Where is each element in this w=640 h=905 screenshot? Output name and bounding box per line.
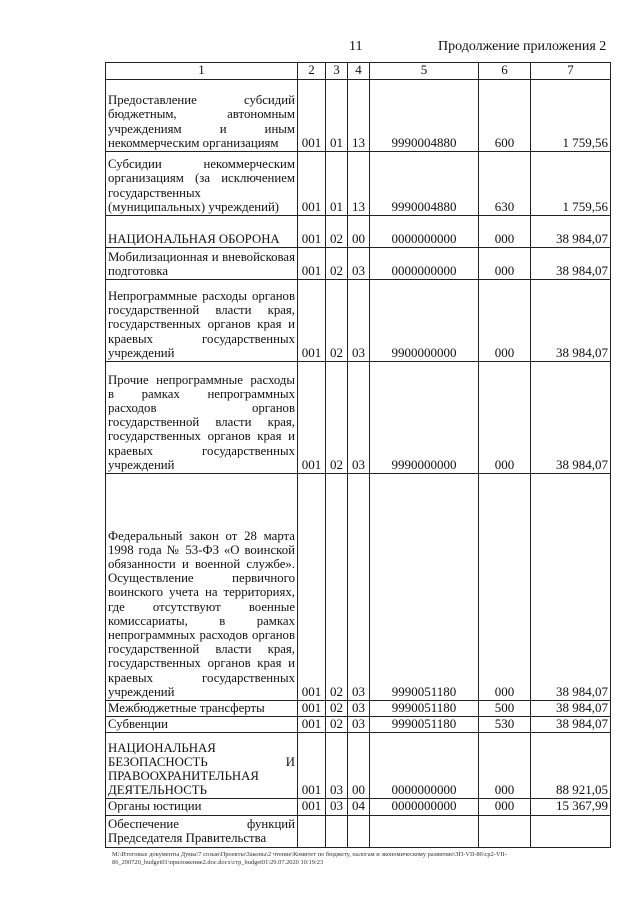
cell-amount: 38 984,07	[531, 362, 611, 474]
cell-expense-type: 530	[479, 717, 531, 733]
cell-target-article: 9990004880	[370, 152, 479, 216]
document-file-path: М:\Итоговые документы Думы\7 созыв\Проекты\Законы\2 чтение\Комитет по бюджету, налогам и экономическому развитию\ЗП-VII-86\ср2-VII-86_290720_budget01\приложение2.doc.docx\стр_budget01\29.07.2020 10:19:23	[112, 851, 507, 866]
cell-subsection: 03	[348, 248, 370, 280]
table-row	[106, 152, 611, 216]
column-header: 3	[326, 63, 348, 80]
cell-subsection: 03	[348, 280, 370, 362]
cell-admin-code: 001	[298, 474, 326, 701]
cell-admin-code: 001	[298, 216, 326, 248]
cell-admin-code: 001	[298, 799, 326, 815]
cell-amount: 38 984,07	[531, 280, 611, 362]
appendix-continuation-label: Продолжение приложения 2	[438, 39, 607, 54]
cell-expense-type: 000	[479, 216, 531, 248]
row-name: Мобилизационная и вневойсковая подготовка	[106, 248, 298, 280]
table-header-row	[106, 63, 611, 80]
cell-admin-code: 001	[298, 80, 326, 152]
row-name: Непрограммные расходы органов государственной власти края, государственных органов края и краевых государственных учреждений	[106, 280, 298, 362]
cell-amount: 15 367,99	[531, 799, 611, 815]
cell-target-article: 9990051180	[370, 717, 479, 733]
cell-expense-type: 000	[479, 248, 531, 280]
cell-target-article: 0000000000	[370, 733, 479, 799]
cell-expense-type: 600	[479, 80, 531, 152]
budget-table	[105, 62, 611, 848]
cell-admin-code: 001	[298, 362, 326, 474]
cell-admin-code	[298, 815, 326, 847]
cell-target-article: 9990051180	[370, 701, 479, 717]
cell-target-article: 9990051180	[370, 474, 479, 701]
column-header: 1	[106, 63, 298, 80]
cell-subsection: 03	[348, 362, 370, 474]
column-header: 4	[348, 63, 370, 80]
column-header: 2	[298, 63, 326, 80]
cell-expense-type: 000	[479, 362, 531, 474]
cell-section: 01	[326, 152, 348, 216]
cell-amount: 38 984,07	[531, 701, 611, 717]
cell-admin-code: 001	[298, 152, 326, 216]
cell-subsection: 00	[348, 733, 370, 799]
cell-subsection: 03	[348, 701, 370, 717]
row-name: Предоставление субсидий бюджетным, автономным учреждениям и иным некоммерческим организациям	[106, 80, 298, 152]
table-row	[106, 248, 611, 280]
cell-subsection: 13	[348, 152, 370, 216]
row-name: НАЦИОНАЛЬНАЯ БЕЗОПАСНОСТЬ И ПРАВООХРАНИТЕЛЬНАЯ ДЕЯТЕЛЬНОСТЬ	[106, 733, 298, 799]
cell-expense-type: 000	[479, 799, 531, 815]
cell-admin-code: 001	[298, 248, 326, 280]
cell-section: 02	[326, 362, 348, 474]
cell-expense-type: 500	[479, 701, 531, 717]
row-name: НАЦИОНАЛЬНАЯ ОБОРОНА	[106, 216, 298, 248]
cell-section: 02	[326, 717, 348, 733]
table-row	[106, 717, 611, 733]
table-row	[106, 474, 611, 701]
table-row	[106, 701, 611, 717]
table-row	[106, 799, 611, 815]
table-row	[106, 216, 611, 248]
cell-amount: 1 759,56	[531, 152, 611, 216]
column-header: 5	[370, 63, 479, 80]
cell-amount: 1 759,56	[531, 80, 611, 152]
cell-target-article: 0000000000	[370, 216, 479, 248]
cell-expense-type: 000	[479, 280, 531, 362]
row-name: Обеспечение функций Председателя Правительства	[106, 815, 298, 847]
row-name: Органы юстиции	[106, 799, 298, 815]
cell-subsection	[348, 815, 370, 847]
cell-admin-code: 001	[298, 733, 326, 799]
cell-section: 02	[326, 216, 348, 248]
row-name: Субвенции	[106, 717, 298, 733]
table-row	[106, 733, 611, 799]
cell-subsection: 13	[348, 80, 370, 152]
column-header: 7	[531, 63, 611, 80]
cell-amount: 38 984,07	[531, 248, 611, 280]
cell-expense-type: 000	[479, 474, 531, 701]
table-row	[106, 362, 611, 474]
cell-amount: 38 984,07	[531, 717, 611, 733]
cell-target-article: 9990000000	[370, 362, 479, 474]
cell-admin-code: 001	[298, 717, 326, 733]
cell-subsection: 03	[348, 474, 370, 701]
column-header: 6	[479, 63, 531, 80]
cell-section: 02	[326, 280, 348, 362]
cell-target-article: 9990004880	[370, 80, 479, 152]
page-number: 11	[349, 39, 363, 54]
cell-amount: 88 921,05	[531, 733, 611, 799]
table-row	[106, 80, 611, 152]
cell-section: 02	[326, 474, 348, 701]
cell-section: 03	[326, 733, 348, 799]
cell-target-article: 0000000000	[370, 799, 479, 815]
cell-expense-type	[479, 815, 531, 847]
cell-expense-type: 000	[479, 733, 531, 799]
row-name: Прочие непрограммные расходы в рамках непрограммных расходов органов государственной власти края, государственных органов края и краевых государственных учреждений	[106, 362, 298, 474]
cell-amount: 38 984,07	[531, 474, 611, 701]
cell-section: 02	[326, 248, 348, 280]
cell-amount	[531, 815, 611, 847]
cell-admin-code: 001	[298, 280, 326, 362]
cell-amount: 38 984,07	[531, 216, 611, 248]
table-row	[106, 815, 611, 847]
cell-subsection: 03	[348, 717, 370, 733]
row-name: Межбюджетные трансферты	[106, 701, 298, 717]
table-row	[106, 280, 611, 362]
row-name: Федеральный закон от 28 марта 1998 года № 53-ФЗ «О воинской обязанности и военной службе». Осуществление первичного воинского учета на территориях, где отсутствуют военные комиссариаты, в рамках непрограммных расходов органов государственной власти края, государственных органов края и краевых государственных учреждений	[106, 474, 298, 701]
cell-subsection: 00	[348, 216, 370, 248]
cell-section: 01	[326, 80, 348, 152]
row-name: Субсидии некоммерческим организациям (за исключением государственных (муниципальных) учреждений)	[106, 152, 298, 216]
cell-section: 02	[326, 701, 348, 717]
cell-section: 03	[326, 799, 348, 815]
cell-target-article: 9900000000	[370, 280, 479, 362]
cell-target-article	[370, 815, 479, 847]
cell-target-article: 0000000000	[370, 248, 479, 280]
cell-section	[326, 815, 348, 847]
cell-subsection: 04	[348, 799, 370, 815]
cell-expense-type: 630	[479, 152, 531, 216]
cell-admin-code: 001	[298, 701, 326, 717]
